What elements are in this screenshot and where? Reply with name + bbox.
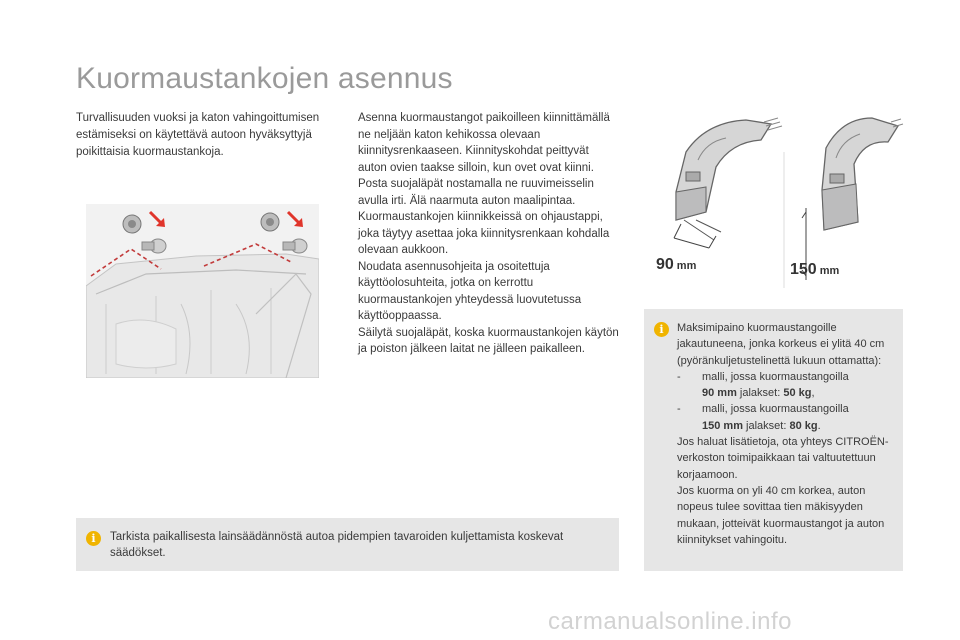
bullet-size: 90 mm [702,387,737,400]
instructions [358,110,620,358]
instruction-paragraph: Kuormaustankojen kiinnikkeissä on ohjaustappi, joka täytyy asettaa joka kiinnitysrenkaan kohdalla olevaan aukkoon. [358,211,610,256]
instruction-paragraph: Säilytä suojaläpät, koska kuormaustankojen käytön ja poiston jälkeen laitat ne jälleen paikalleen. [358,326,619,355]
rack-size-value: 90 [656,256,674,273]
rack-size-label-90 [656,256,696,274]
info-note-legislation [76,518,619,571]
bullet-dash: - [677,403,681,416]
watermark: carmanualsonline.info [548,608,792,635]
bullet-mid: jalakset: [736,387,784,400]
list-item [677,401,895,434]
info-note-speed: Jos kuorma on yli 40 cm korkea, auton nopeus tulee sovittaa tien mäkisyyden mukaan, jotteivät kuormaustangot ja auton kiinnitykset vahingoitu. [677,484,885,546]
info-note-body [677,320,895,548]
car-illustration-svg [86,204,319,378]
bullet-text: malli, jossa kuormaustangoilla [702,370,849,383]
bullet-size: 150 mm [702,419,743,432]
bullet-end: . [817,419,821,432]
info-icon: i [86,531,101,546]
info-note-text: Tarkista paikallisesta lainsäädännöstä autoa pidempien tavaroiden kuljettamista koskevat säädökset. [110,531,564,559]
info-note-contact: Jos haluat lisätietoja, ota yhteys CITROËN-verkoston toimipaikkaan tai valtuutettuun korjaamoon. [677,436,889,481]
rack-size-label-150 [790,261,839,279]
instruction-paragraph: Posta suojaläpät nostamalla ne ruuvimeisselin avulla irti. Älä naarmuta auton maalipintaa. [358,178,594,207]
car-roof-illustration [86,204,319,378]
rack-foot-90 [674,118,782,248]
info-note-load-limits [644,309,903,571]
page-title: Kuormaustankojen asennus [76,62,453,95]
list-item [677,369,895,402]
bullet-mid: jalakset: [742,419,790,432]
instruction-paragraph: Asenna kuormaustangot paikoilleen kiinnittämällä ne neljään katon kehikossa olevaan kiinnitysrenkaaseen. Kiinnityskohdat peittyvät auton ovien taakse silloin, kun ovet ovat kiinni. [358,112,610,174]
rack-size-value: 150 [790,261,817,278]
rack-size-unit: mm [819,265,840,277]
bullet-dash: - [677,370,681,383]
bullet-text: malli, jossa kuormaustangoilla [702,403,849,416]
rack-foot-150 [802,118,903,280]
instruction-paragraph: Noudata asennusohjeita ja osoitettuja käyttöolosuhteita, jotka on kerrottu kuormaustankojen yhteydessä luovutetussa käyttöoppaassa. [358,260,582,322]
bullet-end: , [811,387,815,400]
info-note-intro: Maksimipaino kuormaustangoille jakautuneena, jonka korkeus ei ylitä 40 cm (pyöränkuljetustelinettä lukuun ottamatta): [677,322,885,367]
bullet-weight: 80 kg [789,419,818,432]
intro-text: Turvallisuuden vuoksi ja katon vahingoittumisen estämiseksi on käytettävä autoon hyväksyttyjä poikittaisia kuormaustankoja. [76,112,320,158]
rack-size-unit: mm [676,260,697,272]
bullet-weight: 50 kg [783,387,812,400]
info-icon: i [654,322,669,337]
